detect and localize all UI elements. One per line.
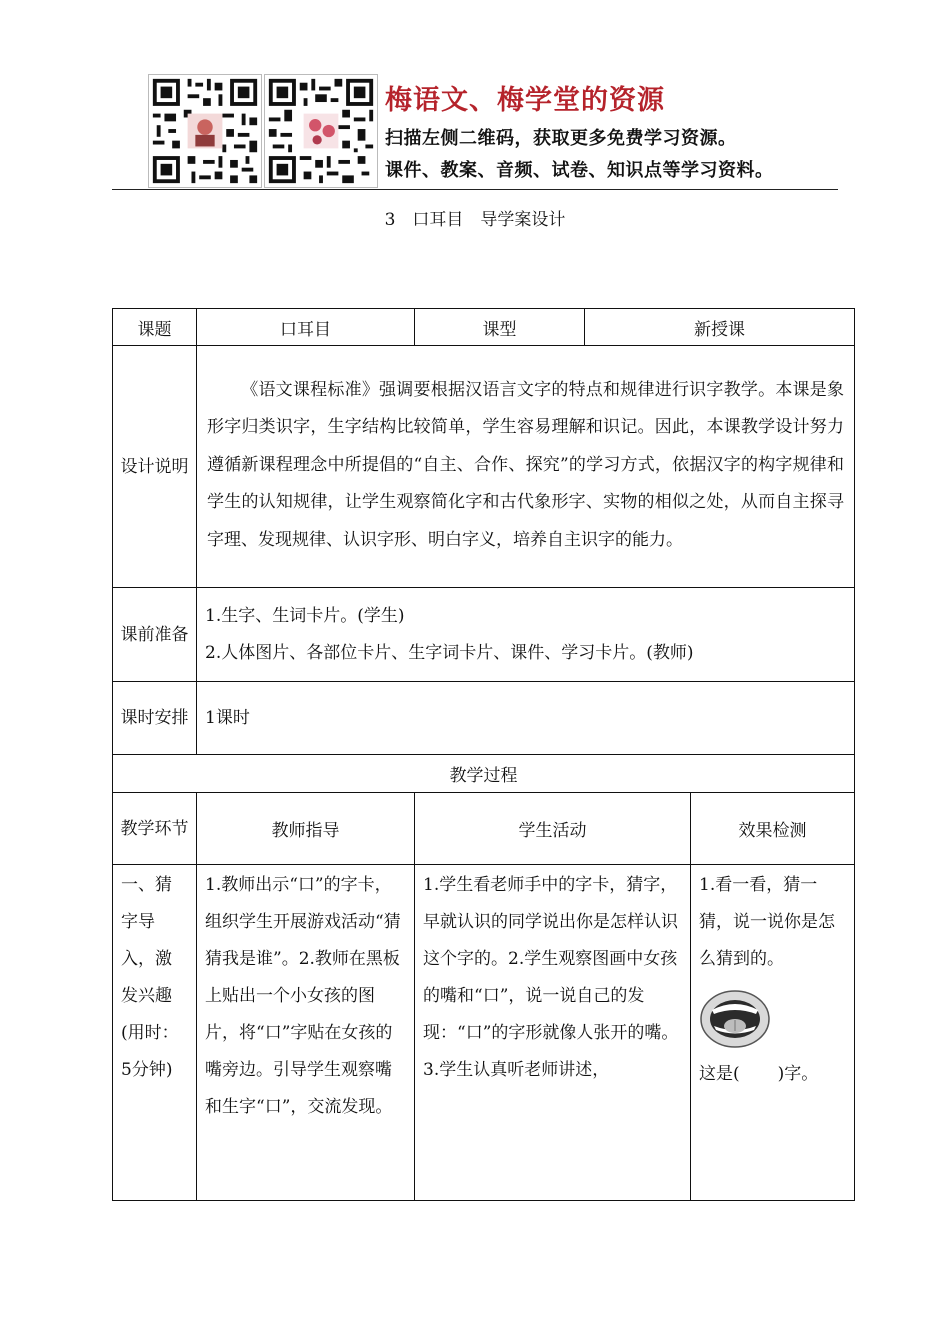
- lesson-plan-table: [112, 308, 855, 1201]
- prep-line-1: 1.生字、生词卡片。(学生): [205, 606, 405, 626]
- design-row: [113, 346, 855, 588]
- process-title: 教学过程: [113, 755, 855, 793]
- step-1-check-answer: 这是( )字。: [699, 1064, 819, 1084]
- brand-line-resources: 课件、教案、音频、试卷、知识点等学习资料。: [385, 160, 774, 181]
- process-title-row: [113, 755, 855, 793]
- design-notes-text: 《语文课程标准》强调要根据汉语言文字的特点和规律进行识字教学。本课是象形字归类识字，生字结构比较简单，学生容易理解和识记。因此，本课教学设计努力遵循新课程理念中所提倡的“自主、合作、探究”的学习方式，依据汉字的构字规律和学生的认知规律，让学生观察简化字和古代象形字、实物的相似之处，从而自主探寻字理、发现规律、认识字形、明白字义，培养自主识字的能力。: [207, 379, 844, 550]
- step-1-check-question: 1.看一看，猜一猜，说一说你是怎么猜到的。: [699, 875, 835, 969]
- class-hours-value: 1课时: [197, 682, 855, 755]
- qr-code-right: [264, 74, 378, 188]
- step-1-student: 1.学生看老师手中的字卡，猜字，早就认识的同学说出你是怎样认识这个字的。2.学生观察图画中女孩的嘴和“口”，说一说自己的发现：“口”的字形就像人张开的嘴。3.学生认真听老师讲述，: [415, 865, 691, 1201]
- open-mouth-icon: [699, 986, 771, 1052]
- label-preparation: 课前准备: [113, 588, 197, 682]
- prep-row: [113, 588, 855, 682]
- step-1-teacher: 1.教师出示“口”的字卡，组织学生开展游戏活动“猜猜我是谁”。2.教师在黑板上贴出一个小女孩的图片，将“口”字贴在女孩的嘴旁边。引导学生观察嘴和生字“口”，交流发现。: [197, 865, 415, 1201]
- header-check: 效果检测: [691, 793, 855, 865]
- document-title: 3 口耳目 导学案设计: [384, 210, 566, 230]
- header-student: 学生活动: [415, 793, 691, 865]
- topic-row: [113, 309, 855, 346]
- process-header-row: [113, 793, 855, 865]
- qr-code-left: [148, 74, 262, 188]
- design-notes-cell: [197, 346, 855, 588]
- hours-row: [113, 682, 855, 755]
- step-1-check: [691, 865, 855, 1201]
- step-1-stage: 一、猜字导入，激发兴趣(用时：5分钟): [113, 865, 197, 1201]
- label-topic: 课题: [113, 309, 197, 346]
- brand-title: 梅语文、梅学堂的资源: [385, 85, 665, 116]
- label-class-hours: 课时安排: [113, 682, 197, 755]
- brand-line-qr-hint: 扫描左侧二维码，获取更多免费学习资源。: [385, 128, 737, 149]
- header-divider: [112, 189, 838, 190]
- topic-value: 口耳目: [197, 309, 415, 346]
- label-lesson-type: 课型: [415, 309, 585, 346]
- step-1-row: [113, 865, 855, 1201]
- label-design-notes: 设计说明: [113, 346, 197, 588]
- preparation-cell: [197, 588, 855, 682]
- prep-line-2: 2.人体图片、各部位卡片、生字词卡片、课件、学习卡片。(教师): [205, 642, 694, 663]
- header-teacher: 教师指导: [197, 793, 415, 865]
- header-stage: 教学环节: [113, 793, 197, 865]
- lesson-type-value: 新授课: [585, 309, 855, 346]
